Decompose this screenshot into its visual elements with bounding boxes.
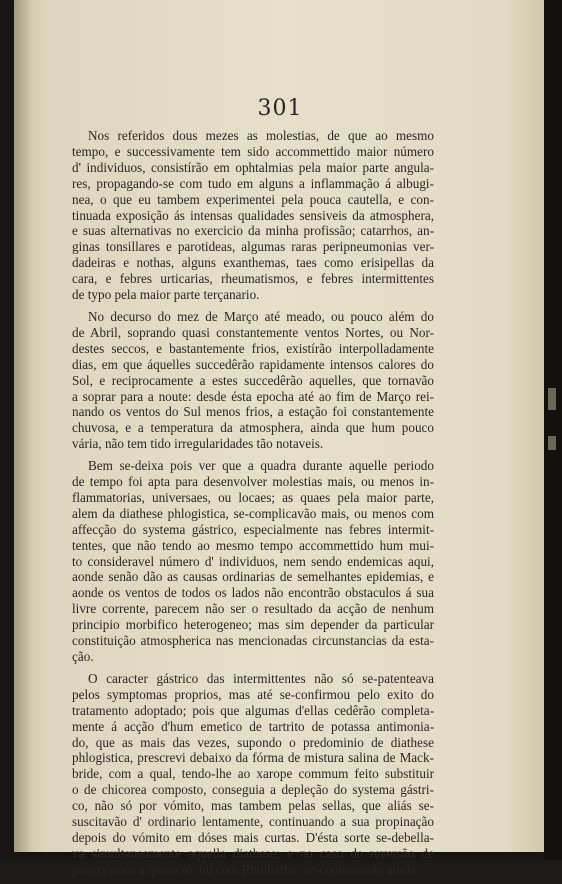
page-number: 301: [257, 96, 303, 121]
text-line: vária, não tem tido irregularidades tão notaveis.: [72, 436, 324, 452]
text-line: principio morbifico heterogeneo; mas sim depender da particular: [72, 617, 434, 633]
text-line: dias, em que áquelles succedêrão rapidamente intensos calores do: [72, 356, 434, 372]
text-line: depois do vómito em dóses mais curtas. D'ésta sorte se-debella-: [72, 829, 434, 845]
page-text: [72, 128, 434, 884]
scan-edge: [544, 0, 562, 860]
text-line: livre corrente, parecem não ser o resultado da acção de nenhum: [72, 601, 434, 617]
text-line: a soprar para a noute: desde ésta epocha até ao fim de Março rei-: [72, 388, 434, 404]
text-line: d' individuos, consistírão em ophtalmias pela maior parte angula-: [72, 159, 434, 175]
text-line: cara, e febres urticarias, rheumatismos, e febres intermittentes: [72, 271, 434, 287]
text-line: va simultaneamente aquella diathese; e no caso de reversão de: [72, 845, 434, 861]
text-line: pelos symptomas proprios, mas até se-confirmou pelo exito do: [72, 686, 434, 702]
text-line: paroxysmos a quina só, ou com Rhuibarbo, se-continuavão ainda.: [72, 861, 419, 877]
text-line: tempo, e successivamente tem sido accommettido maior número: [72, 143, 434, 159]
book-page: [14, 0, 546, 877]
text-line: Sol, e reciprocamente a estes succedêrão aquelles, que tornavão: [72, 372, 434, 388]
text-line: co, não só por vómito, mas tambem pelas sellas, que aliás se-: [72, 798, 434, 814]
text-line: Nos referidos dous mezes as molestias, de que ao mesmo: [88, 128, 434, 143]
paragraph: [72, 671, 434, 878]
text-line: de Abril, soprando quasi constantemente ventos Nortes, ou Nor-: [72, 324, 434, 340]
text-line: constituição atmospherica nas mencionadas circunstancias da esta-: [72, 633, 434, 649]
text-line: bride, com a qual, tendo-lhe ao xarope commum feito substituir: [72, 766, 434, 782]
text-line: nea, o que eu tambem experimentei pela pouca cautella, e con-: [72, 191, 434, 207]
text-line: dadeiras e nothas, alguns exanthemas, taes como erisipellas da: [72, 255, 434, 271]
text-line: mente á acção d'hum emetico de tartrito de potassa antimonia-: [72, 718, 434, 734]
text-line: aonde senão dão as causas ordinarias de semelhantes epidemias, e: [72, 569, 434, 585]
paragraph: [72, 309, 434, 452]
edge-tab-marker: [548, 436, 556, 450]
text-line: tentes, que não tendo ao mesmo tempo accommettido hum mui-: [72, 537, 434, 553]
text-line: destes seccos, e bastantemente frios, existírão interpolladamente: [72, 340, 434, 356]
text-line: res, propagando-se com tudo em alguns a inflammação á albugi-: [72, 175, 434, 191]
text-line: phlogistica, prescrevi debaixo da fórma de mistura salina de Mack-: [72, 750, 434, 766]
text-line: alem da diathese phlogistica, se-complicavão mais, ou menos com: [72, 505, 434, 521]
text-line: nando os ventos do Sul menos frios, a estação foi constantemente: [72, 404, 434, 420]
text-line: to consideravel número d' individuos, nem sendo endemicas aqui,: [72, 553, 434, 569]
edge-tab-marker: [548, 388, 556, 410]
paragraph: [72, 458, 434, 665]
text-line: e suas alternativas no exercicio da minha profissão; catarrhos, an-: [72, 223, 434, 239]
text-line: O caracter gástrico das intermittentes não só se-patenteava: [88, 670, 434, 686]
text-line: do, que as mais das vezes, supondo o predominio de diathese: [72, 734, 434, 750]
text-line: tinuada exposição ás intensas qualidades sensiveis da atmosphera,: [72, 207, 434, 223]
text-line: No decurso do mez de Março até meado, ou pouco além do: [88, 308, 434, 324]
text-line: chuvosa, e a temperatura da atmosphera, ainda que hum pouco: [72, 420, 434, 436]
text-line: affecção do systema gástrico, especialmente nas febres intermit-: [72, 521, 434, 537]
text-line: de tempo foi apta para desenvolver molestias mais, ou menos in-: [72, 474, 434, 490]
text-line: Bem se-deixa pois ver que a quadra durante aquelle periodo: [88, 458, 434, 474]
text-line: suscitavão d' ordinario lentamente, continuando a sua propinação: [72, 814, 434, 830]
paragraph: [72, 128, 434, 303]
text-line: aonde os ventos de todos os lados não encontrão obstaculos á sua: [72, 585, 434, 601]
text-line: ginas tonsillares e parotideas, algumas raras peripneumonias ver-: [72, 239, 434, 255]
text-line: o de chicorea composto, conseguia a depleção do systema gástri-: [72, 782, 434, 798]
text-line: tratamento adoptado; pois que algumas d'ellas cedêrão completa-: [72, 702, 434, 718]
text-line: flammatorias, universaes, ou locaes; as quaes pela maior parte,: [72, 489, 434, 505]
text-line: ção.: [72, 649, 94, 664]
text-line: de typo pela maior parte terçanario.: [72, 287, 260, 303]
